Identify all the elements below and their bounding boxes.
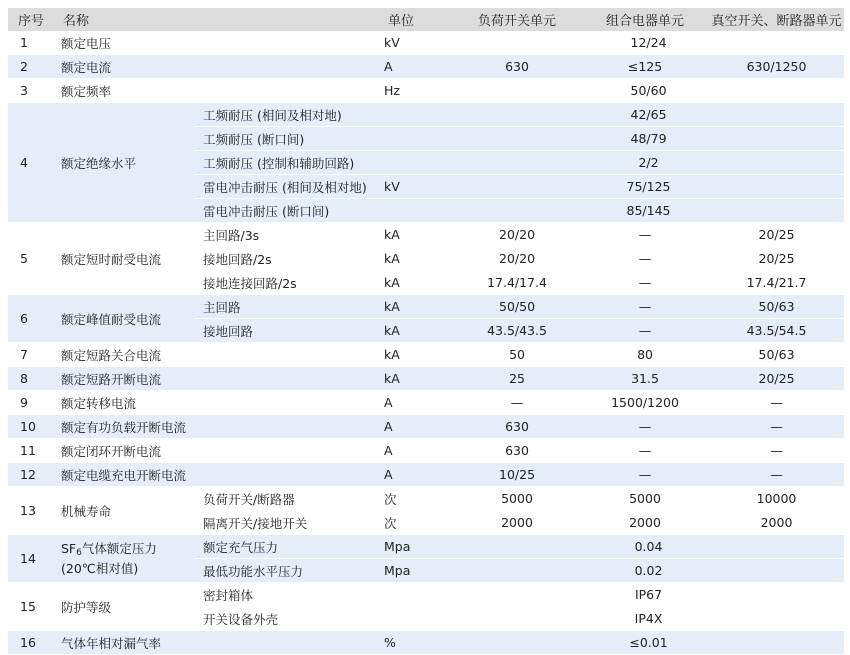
row-number: 11 bbox=[8, 439, 53, 463]
row-unit: kA bbox=[378, 343, 453, 367]
cell-load: 10/25 bbox=[453, 463, 581, 487]
table-row bbox=[8, 343, 844, 367]
cell-load: 50 bbox=[453, 343, 581, 367]
cell-combo: 80 bbox=[581, 343, 709, 367]
cell-vacuum: — bbox=[709, 415, 844, 439]
row-number: 13 bbox=[8, 487, 53, 535]
row-name: 额定峰值耐受电流 bbox=[53, 295, 195, 343]
cell-combo: 2000 bbox=[581, 511, 709, 535]
cell-combo: — bbox=[581, 439, 709, 463]
header-unit: 单位 bbox=[378, 8, 453, 31]
cell-load: 630 bbox=[453, 415, 581, 439]
table-row bbox=[8, 463, 844, 487]
row-value: 12/24 bbox=[453, 31, 844, 55]
sub-item: 额定充气压力 bbox=[195, 535, 378, 559]
header-load-switch: 负荷开关单元 bbox=[453, 8, 581, 31]
row-value: 85/145 bbox=[453, 199, 844, 223]
row-number: 1 bbox=[8, 31, 53, 55]
row-unit: 次 bbox=[378, 487, 453, 511]
sub-item: 负荷开关/断路器 bbox=[195, 487, 378, 511]
cell-load: 50/50 bbox=[453, 295, 581, 319]
row-name: 防护等级 bbox=[53, 583, 195, 631]
row-value: 42/65 bbox=[453, 103, 844, 127]
cell-load: 25 bbox=[453, 367, 581, 391]
row-name: 额定电压 bbox=[53, 31, 378, 55]
row-number: 8 bbox=[8, 367, 53, 391]
table-row bbox=[8, 55, 844, 79]
cell-combo: — bbox=[581, 271, 709, 295]
row-unit: kA bbox=[378, 367, 453, 391]
row-unit: kA bbox=[378, 247, 453, 271]
cell-load: 20/20 bbox=[453, 223, 581, 247]
cell-combo: — bbox=[581, 295, 709, 319]
sub-item: 接地连接回路/2s bbox=[195, 271, 378, 295]
table-row bbox=[8, 103, 844, 127]
table-row bbox=[8, 223, 844, 247]
header-combo: 组合电器单元 bbox=[581, 8, 709, 31]
row-name: 额定闭环开断电流 bbox=[53, 439, 378, 463]
cell-combo: — bbox=[581, 463, 709, 487]
cell-vacuum: — bbox=[709, 391, 844, 415]
row-unit: kA bbox=[378, 271, 453, 295]
sub-item: 主回路 bbox=[195, 295, 378, 319]
row-name-line2: (20℃相对值) bbox=[61, 561, 139, 576]
table-row bbox=[8, 583, 844, 607]
cell-combo: 5000 bbox=[581, 487, 709, 511]
sub-item: 工频耐压 (控制和辅助回路) bbox=[195, 151, 378, 175]
table-row bbox=[8, 367, 844, 391]
sub-item: 密封箱体 bbox=[195, 583, 378, 607]
sub-item: 最低功能水平压力 bbox=[195, 559, 378, 583]
row-unit: 次 bbox=[378, 511, 453, 535]
row-number: 5 bbox=[8, 223, 53, 295]
cell-combo: ≤125 bbox=[581, 55, 709, 79]
cell-vacuum: 630/1250 bbox=[709, 55, 844, 79]
cell-load: — bbox=[453, 391, 581, 415]
row-unit: kA bbox=[378, 295, 453, 319]
sub-item: 雷电冲击耐压 (断口间) bbox=[195, 199, 378, 223]
cell-load: 17.4/17.4 bbox=[453, 271, 581, 295]
row-unit: A bbox=[378, 391, 453, 415]
cell-vacuum: 20/25 bbox=[709, 367, 844, 391]
table-row bbox=[8, 487, 844, 511]
row-number: 3 bbox=[8, 79, 53, 103]
cell-vacuum: — bbox=[709, 463, 844, 487]
row-name-part: 气体额定压力 bbox=[81, 541, 157, 556]
row-unit: A bbox=[378, 415, 453, 439]
row-number: 10 bbox=[8, 415, 53, 439]
row-number: 9 bbox=[8, 391, 53, 415]
row-name: 额定绝缘水平 bbox=[53, 103, 195, 223]
cell-vacuum: 50/63 bbox=[709, 343, 844, 367]
row-value: ≤0.01 bbox=[453, 631, 844, 655]
row-name: 额定转移电流 bbox=[53, 391, 378, 415]
sub-item: 接地回路/2s bbox=[195, 247, 378, 271]
row-name-part: SF bbox=[61, 541, 77, 556]
cell-load: 2000 bbox=[453, 511, 581, 535]
cell-combo: — bbox=[581, 247, 709, 271]
row-unit: A bbox=[378, 55, 453, 79]
cell-load: 20/20 bbox=[453, 247, 581, 271]
table-row bbox=[8, 391, 844, 415]
cell-load: 5000 bbox=[453, 487, 581, 511]
row-number: 16 bbox=[8, 631, 53, 655]
row-unit: kV bbox=[378, 31, 453, 55]
cell-vacuum: 50/63 bbox=[709, 295, 844, 319]
row-unit: kV bbox=[378, 175, 453, 199]
row-name: 额定短路开断电流 bbox=[53, 367, 378, 391]
row-name: 额定电缆充电开断电流 bbox=[53, 463, 378, 487]
cell-combo: — bbox=[581, 415, 709, 439]
table-row bbox=[8, 295, 844, 319]
cell-vacuum: 20/25 bbox=[709, 247, 844, 271]
row-value: 48/79 bbox=[453, 127, 844, 151]
row-unit: Mpa bbox=[378, 535, 453, 559]
row-value: IP67 bbox=[453, 583, 844, 607]
cell-vacuum: 20/25 bbox=[709, 223, 844, 247]
row-number: 14 bbox=[8, 535, 53, 583]
header-vacuum: 真空开关、断路器单元 bbox=[709, 8, 844, 31]
table-row bbox=[8, 415, 844, 439]
row-unit: % bbox=[378, 631, 453, 655]
table-row bbox=[8, 31, 844, 55]
row-number: 6 bbox=[8, 295, 53, 343]
row-value: IP4X bbox=[453, 607, 844, 631]
row-value: 75/125 bbox=[453, 175, 844, 199]
row-unit: A bbox=[378, 439, 453, 463]
sub-item: 主回路/3s bbox=[195, 223, 378, 247]
cell-combo: — bbox=[581, 319, 709, 343]
cell-load: 43.5/43.5 bbox=[453, 319, 581, 343]
cell-vacuum: — bbox=[709, 439, 844, 463]
row-value: 0.02 bbox=[453, 559, 844, 583]
row-number: 2 bbox=[8, 55, 53, 79]
row-name: 额定频率 bbox=[53, 79, 378, 103]
spec-table bbox=[8, 8, 844, 655]
row-value: 2/2 bbox=[453, 151, 844, 175]
row-unit: A bbox=[378, 463, 453, 487]
cell-combo: — bbox=[581, 223, 709, 247]
row-number: 7 bbox=[8, 343, 53, 367]
row-value: 50/60 bbox=[453, 79, 844, 103]
cell-load: 630 bbox=[453, 439, 581, 463]
cell-combo: 1500/1200 bbox=[581, 391, 709, 415]
row-name-subscript: 6 bbox=[76, 548, 82, 558]
row-number: 4 bbox=[8, 103, 53, 223]
row-name: 额定短时耐受电流 bbox=[53, 223, 195, 295]
row-number: 12 bbox=[8, 463, 53, 487]
row-unit: kA bbox=[378, 223, 453, 247]
row-name: 气体年相对漏气率 bbox=[53, 631, 378, 655]
row-name: 额定有功负载开断电流 bbox=[53, 415, 378, 439]
cell-vacuum: 10000 bbox=[709, 487, 844, 511]
row-unit: Hz bbox=[378, 79, 453, 103]
sub-item: 工频耐压 (断口间) bbox=[195, 127, 378, 151]
sub-item: 接地回路 bbox=[195, 319, 378, 343]
table-row bbox=[8, 631, 844, 655]
cell-combo: 31.5 bbox=[581, 367, 709, 391]
header-no: 序号 bbox=[8, 8, 53, 31]
row-name bbox=[53, 535, 195, 583]
row-value: 0.04 bbox=[453, 535, 844, 559]
sub-item: 开关设备外壳 bbox=[195, 607, 378, 631]
cell-load: 630 bbox=[453, 55, 581, 79]
sub-item: 工频耐压 (相间及相对地) bbox=[195, 103, 378, 127]
header-row bbox=[8, 8, 844, 31]
row-name: 机械寿命 bbox=[53, 487, 195, 535]
row-name: 额定短路关合电流 bbox=[53, 343, 378, 367]
row-number: 15 bbox=[8, 583, 53, 631]
row-unit: Mpa bbox=[378, 559, 453, 583]
row-unit: kA bbox=[378, 319, 453, 343]
cell-vacuum: 17.4/21.7 bbox=[709, 271, 844, 295]
table-row bbox=[8, 535, 844, 559]
table-row bbox=[8, 79, 844, 103]
cell-vacuum: 2000 bbox=[709, 511, 844, 535]
table-row bbox=[8, 439, 844, 463]
sub-item: 隔离开关/接地开关 bbox=[195, 511, 378, 535]
sub-item: 雷电冲击耐压 (相间及相对地) bbox=[195, 175, 378, 199]
cell-vacuum: 43.5/54.5 bbox=[709, 319, 844, 343]
header-name: 名称 bbox=[53, 8, 378, 31]
row-name: 额定电流 bbox=[53, 55, 378, 79]
